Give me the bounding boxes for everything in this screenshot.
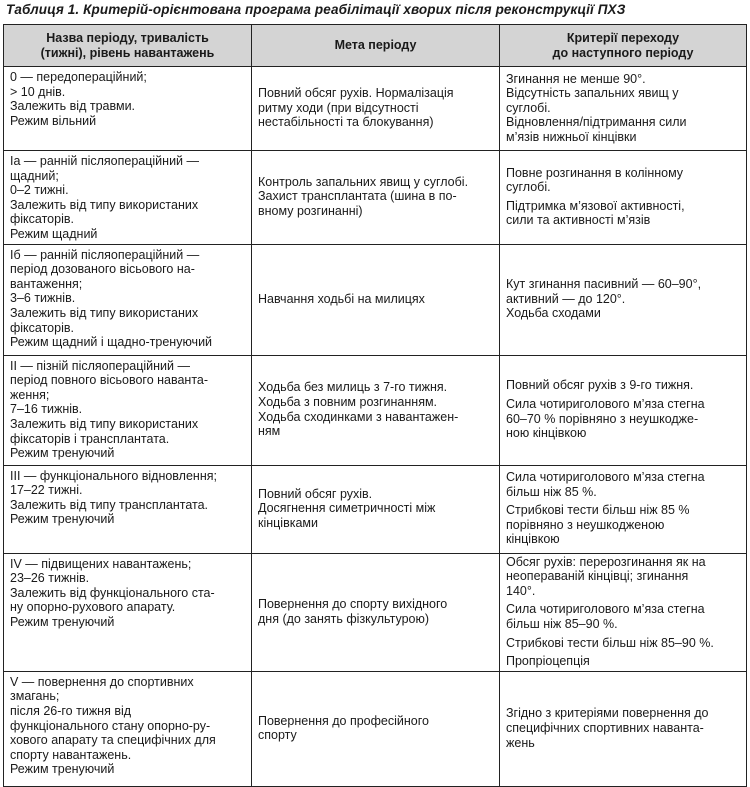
period-line: Режим щадний — [10, 226, 98, 241]
criteria-line: специфічних спортивних наванта- — [506, 720, 704, 735]
header-goal — [252, 25, 500, 67]
header-criteria — [500, 25, 747, 67]
criteria-line: Підтримка м’язової активності, — [506, 198, 685, 213]
criteria-item — [506, 277, 740, 321]
goal-cell — [252, 671, 500, 786]
period-line: 7–16 тижнів. — [10, 402, 83, 417]
criteria-line: Стрибкові тести більш ніж 85 % — [506, 503, 690, 518]
period-line: Iб — ранній післяопераційний — — [10, 247, 200, 262]
period-line: Залежить від травми. — [10, 99, 136, 114]
period-line: V — повернення до спортивних — [10, 674, 194, 689]
period-line: вантаження; — [10, 276, 83, 291]
goal-line: ням — [258, 424, 281, 439]
criteria-line: Пропріоцепція — [506, 654, 590, 669]
criteria-item — [506, 636, 740, 651]
criteria-line: Повний обсяг рухів з 9-го тижня. — [506, 378, 694, 393]
goal-line: Захист трансплантата (шина в по- — [258, 189, 457, 204]
goal-line: Ходьба без милиць з 7-го тижня. — [258, 380, 448, 395]
period-cell — [4, 151, 252, 245]
criteria-item — [506, 199, 740, 228]
goal-line: Повернення до спорту вихідного — [258, 597, 448, 612]
criteria-item — [506, 166, 740, 195]
criteria-line: неопераваній кінцівці; згинання — [506, 569, 689, 584]
period-line: період дозованого вісьового на- — [10, 262, 195, 277]
criteria-line: Кут згинання пасивний — 60–90°, — [506, 277, 702, 292]
period-line: фіксаторів. — [10, 320, 74, 335]
period-line: період повного вісьового наванта- — [10, 373, 209, 388]
table-row — [4, 671, 747, 786]
rehab-program-table — [3, 24, 747, 787]
period-cell — [4, 671, 252, 786]
period-line: Залежить від типу використаних — [10, 305, 199, 320]
table-row — [4, 67, 747, 151]
goal-line: дня (до занять фізкультурою) — [258, 611, 430, 626]
goal-cell — [252, 151, 500, 245]
goal-line: Повернення до професійного — [258, 713, 429, 728]
goal-line: Навчання ходьбі на милицях — [258, 291, 425, 306]
table-row — [4, 553, 747, 671]
goal-line: кінцівками — [258, 515, 318, 530]
period-line: IV — підвищених навантажень; — [10, 556, 192, 571]
criteria-line: Згідно з критеріями повернення до — [506, 706, 709, 721]
goal-line: Повний обсяг рухів. — [258, 486, 373, 501]
goal-line: спорту — [258, 728, 297, 743]
criteria-line: Згинання не менше 90°. — [506, 71, 646, 86]
period-line: Режим тренуючий — [10, 614, 115, 629]
header-line: (тижні), рівень навантажень — [40, 45, 215, 60]
criteria-line: порівняно з неушкодженою — [506, 517, 665, 532]
period-cell — [4, 67, 252, 151]
period-line: функціонального стану опорно-ру- — [10, 718, 211, 733]
goal-line: Повний обсяг рухів. Нормалізація — [258, 86, 454, 101]
criteria-item — [506, 378, 740, 393]
criteria-line: Ходьба сходами — [506, 306, 601, 321]
criteria-line: ною кінцівкою — [506, 426, 587, 441]
period-line: фіксаторів і трансплантата. — [10, 431, 170, 446]
period-cell — [4, 465, 252, 553]
criteria-line: сили та активності м’язів — [506, 213, 651, 228]
criteria-line: м’язів нижньої кінцівки — [506, 129, 637, 144]
goal-cell — [252, 553, 500, 671]
criteria-item — [506, 470, 740, 499]
criteria-cell — [500, 553, 747, 671]
criteria-cell — [500, 465, 747, 553]
table-row — [4, 465, 747, 553]
period-line: Залежить від функціонального ста- — [10, 585, 215, 600]
period-line: 0–2 тижні. — [10, 183, 69, 198]
period-line: 17–22 тижні. — [10, 483, 83, 498]
period-line: фіксаторів. — [10, 212, 74, 227]
criteria-cell — [500, 151, 747, 245]
period-line: Режим вільний — [10, 113, 97, 128]
period-line: > 10 днів. — [10, 84, 66, 99]
period-line: III — функціонального відновлення; — [10, 468, 217, 483]
criteria-line: кінцівкою — [506, 532, 560, 547]
criteria-item — [506, 72, 740, 145]
table-caption: Таблиця 1. Критерій-орієнтована програма реабілітації хворих після реконструкції ПХЗ — [6, 2, 626, 17]
criteria-line: 60–70 % порівняно з неушкодже- — [506, 411, 699, 426]
criteria-line: суглобі. — [506, 100, 551, 115]
header-line: Критерії переходу — [566, 30, 680, 45]
table-body — [4, 67, 747, 787]
period-line: Залежить від типу використаних — [10, 416, 199, 431]
period-cell — [4, 355, 252, 465]
period-line: спорту навантажень. — [10, 747, 132, 762]
criteria-line: 140°. — [506, 583, 536, 598]
criteria-item — [506, 555, 740, 599]
criteria-cell — [500, 244, 747, 355]
criteria-item — [506, 654, 740, 669]
period-line: 23–26 тижнів. — [10, 571, 90, 586]
criteria-cell — [500, 671, 747, 786]
period-line: 0 — передопераційний; — [10, 70, 147, 84]
goal-cell — [252, 67, 500, 151]
period-line: Залежить від типу використаних — [10, 197, 199, 212]
table-row — [4, 244, 747, 355]
table-row — [4, 355, 747, 465]
header-line: Мета періоду — [334, 38, 417, 53]
goal-line: Ходьба сходинками з навантажен- — [258, 409, 459, 424]
goal-cell — [252, 244, 500, 355]
period-cell — [4, 244, 252, 355]
period-line: Режим тренуючий — [10, 762, 115, 777]
period-line: 3–6 тижнів. — [10, 291, 76, 306]
criteria-line: Сила чотириголового м’яза стегна — [506, 602, 705, 617]
criteria-item — [506, 503, 740, 547]
header-period — [4, 25, 252, 67]
criteria-item — [506, 397, 740, 441]
criteria-line: активний — до 120°. — [506, 291, 626, 306]
goal-line: ритму ходи (при відсутності — [258, 100, 419, 115]
period-line: Залежить від типу трансплантата. — [10, 497, 209, 512]
criteria-line: Повне розгинання в колінному — [506, 165, 684, 180]
period-line: змагань; — [10, 689, 60, 704]
criteria-line: жень — [506, 735, 535, 750]
header-line: до наступного періоду — [552, 45, 694, 60]
table-row — [4, 151, 747, 245]
criteria-line: Обсяг рухів: перерозгинання як на — [506, 554, 706, 569]
period-cell — [4, 553, 252, 671]
criteria-cell — [500, 67, 747, 151]
period-line: хового апарату та специфічних для — [10, 733, 216, 748]
goal-line: вному розгинанні) — [258, 204, 363, 219]
criteria-line: Відновлення/підтримання сили — [506, 115, 687, 130]
goal-line: нестабільності та блокування) — [258, 115, 434, 130]
period-line: ження; — [10, 387, 50, 402]
period-line: Режим тренуючий — [10, 512, 115, 527]
period-line: II — пізній післяопераційний — — [10, 358, 190, 373]
criteria-line: Сила чотириголового м’яза стегна — [506, 396, 705, 411]
criteria-line: Стрибкові тести більш ніж 85–90 %. — [506, 635, 714, 650]
period-line: ну опорно-рухового апарату. — [10, 600, 176, 615]
goal-cell — [252, 465, 500, 553]
goal-line: Ходьба з повним розгинанням. — [258, 394, 438, 409]
criteria-cell — [500, 355, 747, 465]
goal-line: Досягнення симетричності між — [258, 501, 436, 516]
period-line: Ia — ранній післяопераційний — — [10, 154, 200, 168]
period-line: після 26-го тижня від — [10, 703, 132, 718]
header-line: Назва періоду, тривалість — [46, 30, 209, 45]
criteria-item — [506, 706, 740, 750]
criteria-line: більш ніж 85 %. — [506, 484, 597, 499]
criteria-line: більш ніж 85–90 %. — [506, 616, 618, 631]
criteria-line: Відсутність запальних явищ у — [506, 86, 679, 101]
period-line: Режим щадний і щадно-тренуючий — [10, 335, 213, 350]
period-line: Режим тренуючий — [10, 446, 115, 461]
criteria-line: суглобі. — [506, 180, 551, 195]
goal-cell — [252, 355, 500, 465]
criteria-line: Сила чотириголового м’яза стегна — [506, 470, 705, 485]
goal-line: Контроль запальних явищ у суглобі. — [258, 174, 469, 189]
criteria-item — [506, 602, 740, 631]
period-line: щадний; — [10, 168, 59, 183]
header-row — [4, 25, 747, 67]
